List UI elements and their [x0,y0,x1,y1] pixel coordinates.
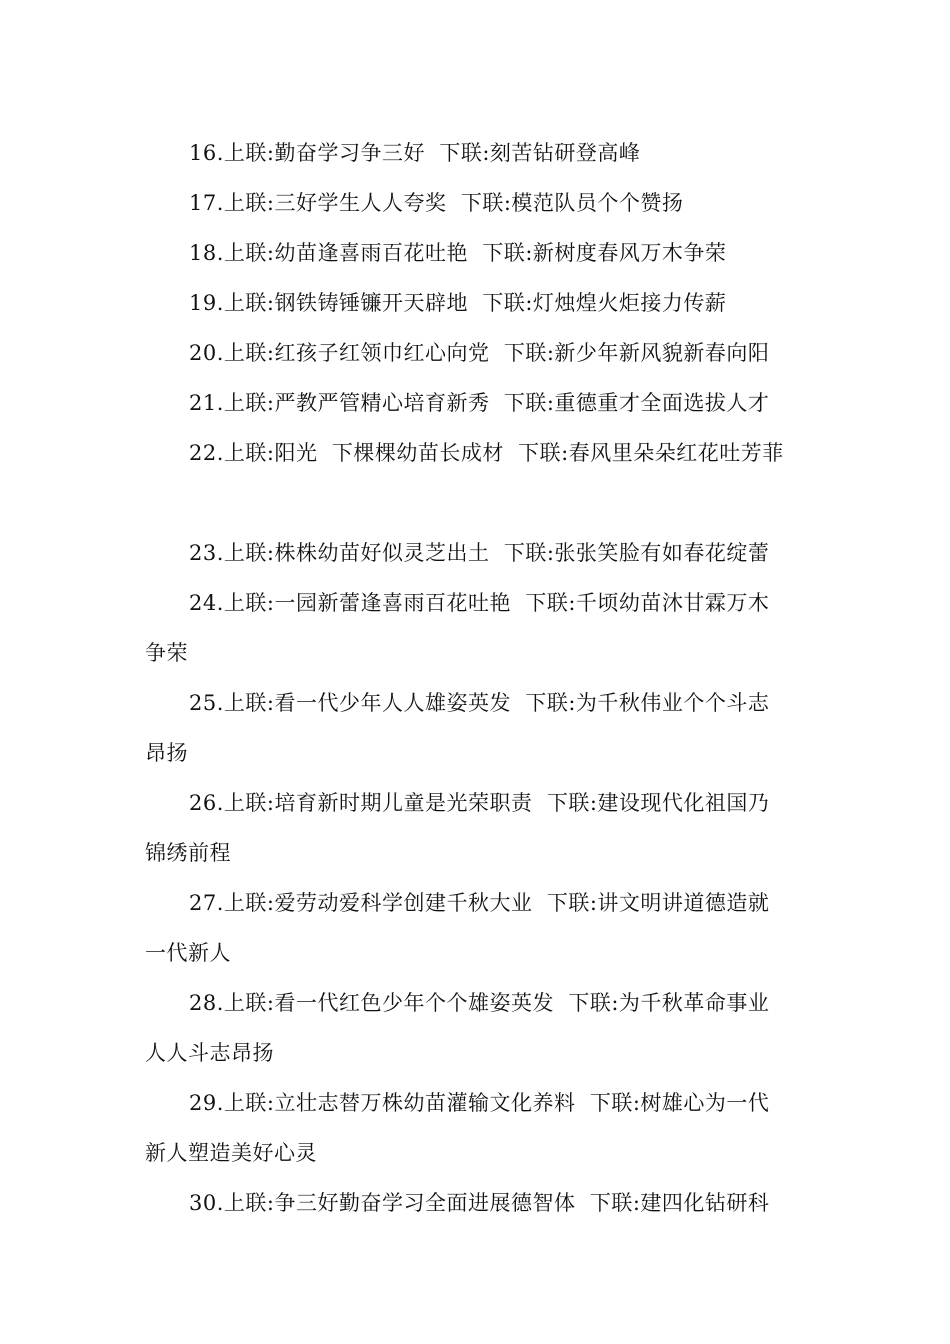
couplet-16: 16.上联:勤奋学习争三好 下联:刻苦钻研登高峰 [189,141,641,165]
couplet-list [145,128,810,1228]
couplet-24-continued: 争荣 [145,641,188,665]
couplet-27: 27.上联:爱劳动爱科学创建千秋大业 下联:讲文明讲道德造就 [189,891,770,915]
couplet-29: 29.上联:立壮志替万株幼苗灌输文化养料 下联:树雄心为一代 [189,1091,770,1115]
paragraph-gap [145,478,810,528]
couplet-28: 28.上联:看一代红色少年个个雄姿英发 下联:为千秋革命事业 [189,991,770,1015]
couplet-29-continued: 新人塑造美好心灵 [145,1141,317,1165]
couplet-18: 18.上联:幼苗逢喜雨百花吐艳 下联:新树度春风万木争荣 [189,241,727,265]
couplet-19: 19.上联:钢铁铸锤镰开天辟地 下联:灯烛煌火炬接力传薪 [189,291,727,315]
couplet-26-continued: 锦绣前程 [145,841,231,865]
couplet-28-continued: 人人斗志昂扬 [145,1041,274,1065]
couplet-26: 26.上联:培育新时期儿童是光荣职责 下联:建设现代化祖国乃 [189,791,770,815]
couplet-24: 24.上联:一园新蕾逢喜雨百花吐艳 下联:千顷幼苗沐甘霖万木 [189,591,770,615]
couplet-17: 17.上联:三好学生人人夸奖 下联:模范队员个个赞扬 [189,191,684,215]
couplet-23: 23.上联:株株幼苗好似灵芝出土 下联:张张笑脸有如春花绽蕾 [189,541,770,565]
couplet-21: 21.上联:严教严管精心培育新秀 下联:重德重才全面选拔人才 [189,391,770,415]
couplet-20: 20.上联:红孩子红领巾红心向党 下联:新少年新风貌新春向阳 [189,341,770,365]
couplet-25: 25.上联:看一代少年人人雄姿英发 下联:为千秋伟业个个斗志 [189,691,770,715]
couplet-30: 30.上联:争三好勤奋学习全面进展德智体 下联:建四化钻研科 [189,1191,770,1215]
couplet-25-continued: 昂扬 [145,741,188,765]
couplet-27-continued: 一代新人 [145,941,231,965]
couplet-22: 22.上联:阳光 下棵棵幼苗长成材 下联:春风里朵朵红花吐芳菲 [189,441,784,465]
